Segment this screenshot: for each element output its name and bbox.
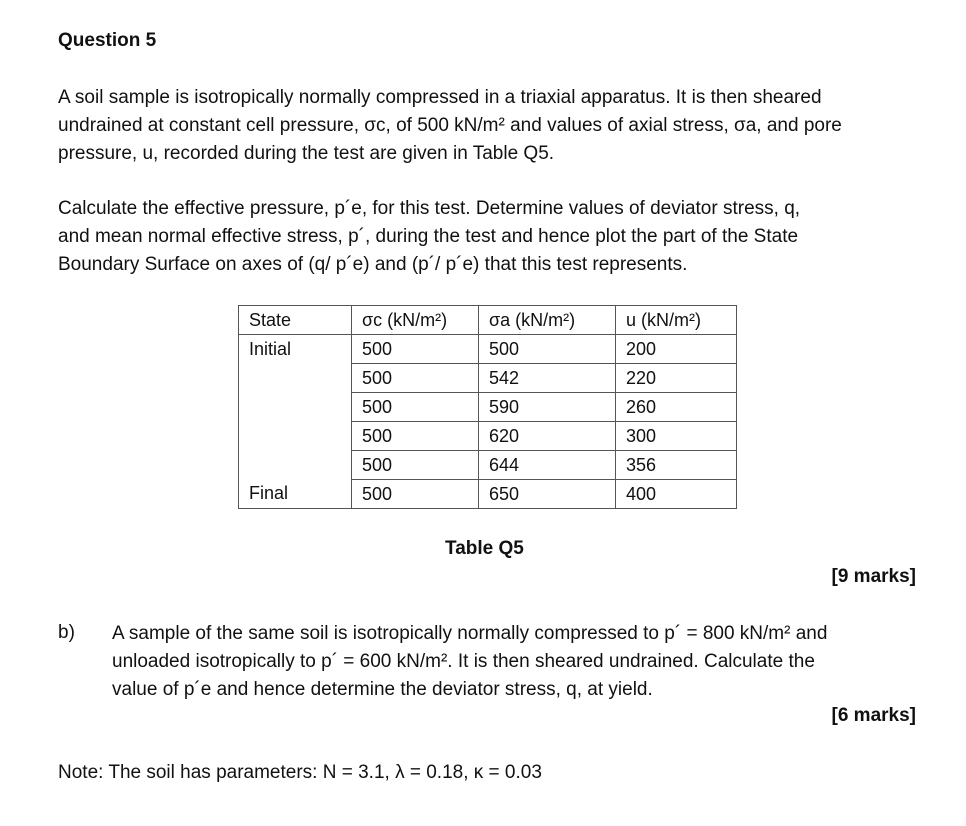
pore-pressure-value: 356 [616,451,737,480]
axial-stress-value: 620 [479,422,616,451]
table-row [239,451,737,480]
task-line-3: Boundary Surface on axes of (q/ p´e) and (p´/ p´e) that this test represents. [58,254,688,275]
data-table [238,305,737,509]
part-b-line-1: A sample of the same soil is isotropically normally compressed to p´ = 800 kN/m² and [112,623,828,644]
state-cell [239,422,352,451]
axial-stress-value: 644 [479,451,616,480]
task-line-1: Calculate the effective pressure, p´e, for this test. Determine values of deviator stress, q, [58,198,801,219]
table-row [239,422,737,451]
table-header-row [239,306,737,335]
pore-pressure-value: 260 [616,393,737,422]
table-row [239,393,737,422]
header-axial-stress: σa (kN/m²) [479,306,616,335]
header-state: State [239,306,352,335]
pore-pressure-value: 220 [616,364,737,393]
table-row [239,335,737,364]
axial-stress-value: 590 [479,393,616,422]
cell-pressure-value: 500 [352,451,479,480]
table-row [239,480,737,509]
cell-pressure-value: 500 [352,422,479,451]
cell-pressure-value: 500 [352,480,479,509]
header-pore-pressure: u (kN/m²) [616,306,737,335]
marks-part-a: [9 marks] [831,566,916,587]
table-row [239,364,737,393]
state-cell [239,364,352,393]
state-cell: Final [239,480,352,509]
task-paragraph [58,195,928,279]
cell-pressure-value: 500 [352,364,479,393]
intro-paragraph [58,84,928,168]
part-b-line-3: value of p´e and hence determine the deviator stress, q, at yield. [112,679,653,700]
state-cell [239,393,352,422]
axial-stress-value: 542 [479,364,616,393]
state-cell: Initial [239,335,352,364]
axial-stress-value: 500 [479,335,616,364]
intro-line-3: pressure, u, recorded during the test are given in Table Q5. [58,143,555,164]
part-b-label: b) [58,622,75,643]
intro-line-2: undrained at constant cell pressure, σc, of 500 kN/m² and values of axial stress, σa, and pore [58,115,842,136]
state-cell [239,451,352,480]
soil-parameters-note: Note: The soil has parameters: N = 3.1, λ = 0.18, κ = 0.03 [58,762,542,783]
cell-pressure-value: 500 [352,393,479,422]
question-heading: Question 5 [58,30,157,51]
intro-line-1: A soil sample is isotropically normally compressed in a triaxial apparatus. It is then sheared [58,87,822,108]
cell-pressure-value: 500 [352,335,479,364]
pore-pressure-value: 400 [616,480,737,509]
part-b-line-2: unloaded isotropically to p´ = 600 kN/m². It is then sheared undrained. Calculate the [112,651,815,672]
table-caption: Table Q5 [445,538,524,559]
marks-part-b: [6 marks] [831,705,916,726]
axial-stress-value: 650 [479,480,616,509]
pore-pressure-value: 300 [616,422,737,451]
part-b-paragraph [112,620,932,704]
pore-pressure-value: 200 [616,335,737,364]
task-line-2: and mean normal effective stress, p´, during the test and hence plot the part of the State [58,226,799,247]
header-cell-pressure: σc (kN/m²) [352,306,479,335]
